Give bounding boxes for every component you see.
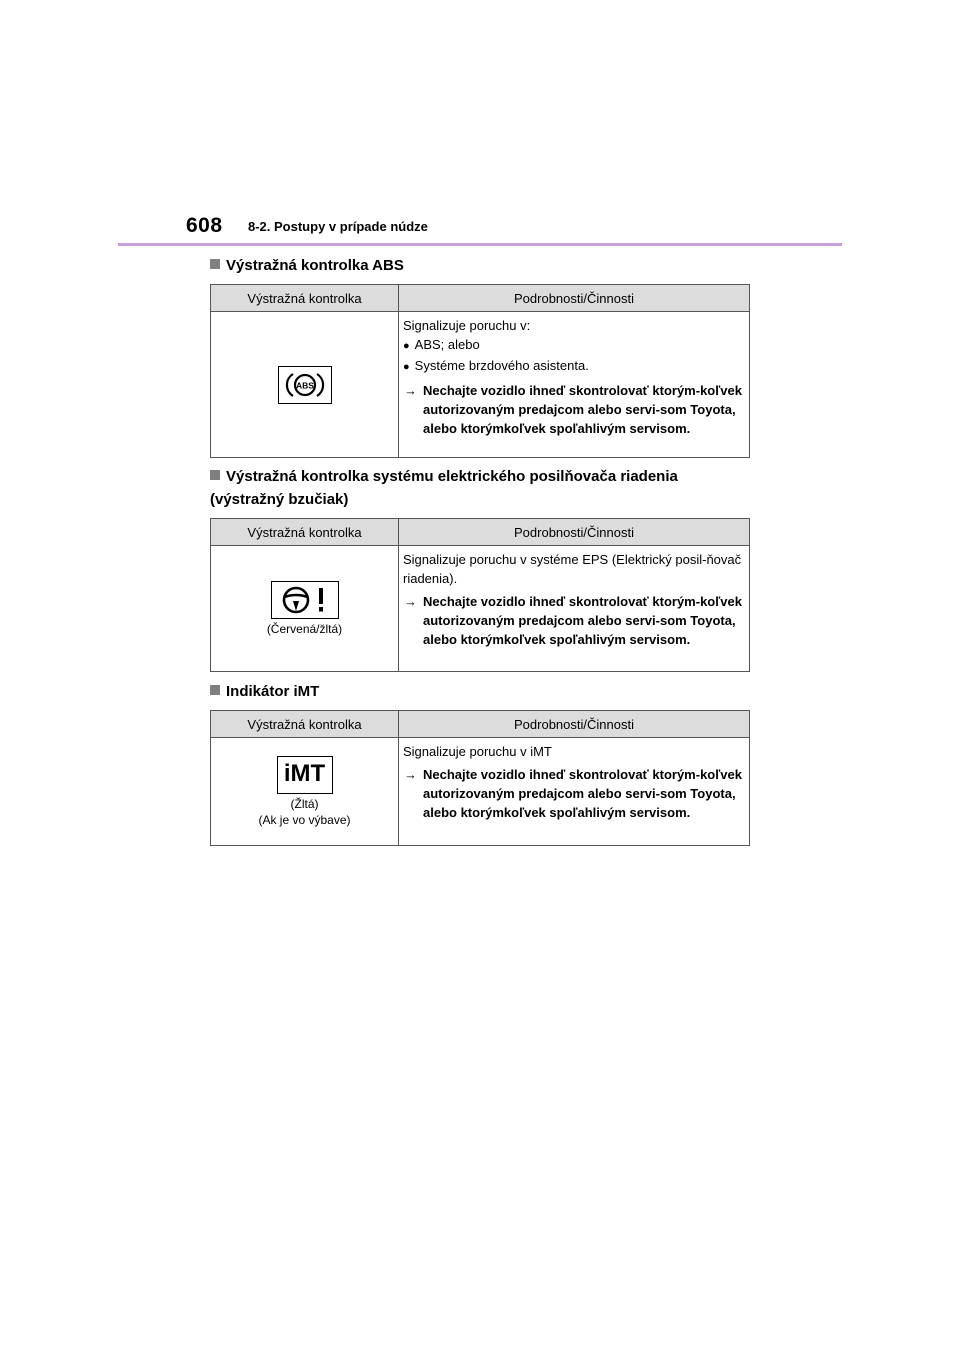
column-header-details: Podrobnosti/Činnosti	[399, 519, 750, 546]
page-number: 608	[186, 214, 223, 237]
column-header-warning-light: Výstražná kontrolka	[211, 285, 399, 312]
abs-warning-icon	[278, 366, 332, 404]
icon-caption: (Ak je vo výbave)	[258, 812, 351, 827]
column-header-details: Podrobnosti/Činnosti	[399, 285, 750, 312]
details-cell	[399, 546, 750, 672]
arrow-icon: →	[404, 383, 417, 398]
section-title-abs: Výstražná kontrolka ABS	[210, 254, 770, 277]
section-title-imt: Indikátor iMT	[210, 680, 770, 703]
square-bullet-icon	[210, 685, 220, 695]
svg-text:ABS: ABS	[295, 380, 314, 390]
intro-text: Signalizuje poruchu v:	[403, 318, 531, 333]
intro-text: Signalizuje poruchu v iMT	[403, 744, 552, 759]
icon-cell	[211, 738, 399, 846]
imt-warning-table	[210, 710, 750, 846]
column-header-warning-light: Výstražná kontrolka	[211, 711, 399, 738]
icon-cell	[211, 546, 399, 672]
header-divider	[118, 243, 842, 246]
arrow-icon: →	[404, 767, 417, 782]
intro-text: Signalizuje poruchu v systéme EPS (Elektrický posil-ňovač riadenia).	[403, 552, 742, 586]
action-text: → Nechajte vozidlo ihneď skontrolovať ktorým-koľvek autorizovaným predajcom alebo servi-som Toyota, alebo ktorýmkoľvek spoľahlivým servisom.	[404, 383, 742, 436]
section-title-eps: Výstražná kontrolka systému elektrického posilňovača riadenia (výstražný bzučiak)	[210, 468, 678, 508]
steering-warning-icon	[271, 581, 339, 619]
icon-caption: (Červená/žltá)	[266, 621, 343, 636]
eps-warning-table	[210, 518, 750, 672]
details-cell	[399, 738, 750, 846]
bullet-item: ● Systéme brzdového asistenta.	[403, 356, 745, 377]
details-cell	[399, 312, 750, 458]
arrow-icon: →	[404, 594, 417, 609]
column-header-details: Podrobnosti/Činnosti	[399, 711, 750, 738]
bullet-item: ● ABS; alebo	[403, 335, 745, 356]
abs-warning-table	[210, 284, 750, 458]
square-bullet-icon	[210, 470, 220, 480]
square-bullet-icon	[210, 259, 220, 269]
action-text: → Nechajte vozidlo ihneď skontrolovať ktorým-koľvek autorizovaným predajcom alebo servi-som Toyota, alebo ktorýmkoľvek spoľahlivým servisom.	[404, 767, 742, 820]
icon-cell	[211, 312, 399, 458]
icon-caption: (Žltá)	[290, 796, 319, 811]
chapter-title: 8-2. Postupy v prípade núdze	[248, 219, 428, 234]
imt-indicator-icon: iMT	[277, 756, 333, 794]
action-text: → Nechajte vozidlo ihneď skontrolovať ktorým-koľvek autorizovaným predajcom alebo servi-som Toyota, alebo ktorýmkoľvek spoľahlivým servisom.	[404, 594, 742, 647]
column-header-warning-light: Výstražná kontrolka	[211, 519, 399, 546]
